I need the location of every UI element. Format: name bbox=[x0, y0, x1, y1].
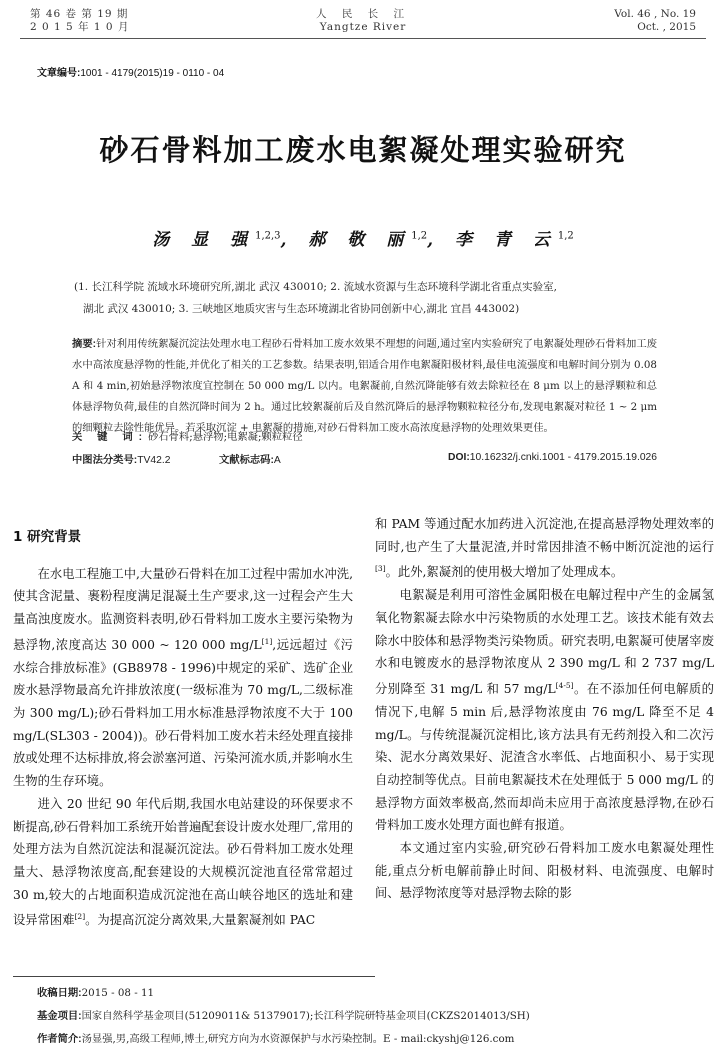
citation[interactable]: [2] bbox=[74, 912, 86, 922]
footnotes bbox=[37, 982, 717, 1051]
author-name: 郝 敬 丽 bbox=[308, 230, 412, 250]
journal-issue-en bbox=[614, 8, 696, 34]
body-paragraph: 在水电工程施工中,大量砂石骨料在加工过程中需加水冲洗,使其含泥量、裹粉程度满足混凝土生产要求,这一过程会产生大量高浊度废水。监测资料表明,砂石骨料加工废水主要污染物为悬浮物,浓度高达 30 000 ~ 120 000 mg/L[1],远远超过《污水综合排放标准》(GB8978 - 1996)中规定的采矿、选矿企业废水悬浮物最高允许排放浓度(一级标准为 70 mg/L,二级标准为 300 mg/L);砂石骨料加工用水标准悬浮物浓度不大于 100 mg/L(SL303 - 2004))。砂石骨料加工废水若未经处理直接排放或处理不达标排放,将会淤塞河道、污染河流水质,并影响水生生物的生存环境。 bbox=[13, 566, 353, 789]
paper-title: 砂石骨料加工废水电絮凝处理实验研究 bbox=[99, 133, 627, 167]
footnote-received: 收稿日期:2015 - 08 - 11 bbox=[37, 987, 155, 999]
author-affil-sup: 1,2 bbox=[411, 230, 428, 242]
author-name: 汤 显 强 bbox=[152, 230, 256, 250]
author-affil-sup: 1,2,3 bbox=[255, 230, 281, 242]
issue-volume: 第 46 卷 第 19 期 bbox=[30, 8, 129, 20]
affiliation-line: 湖北 武汉 430010; 3. 三峡地区地质灾害与生态环境湖北省协同创新中心,湖北 宜昌 443002) bbox=[83, 303, 520, 315]
affiliation-line: (1. 长江科学院 流域水环境研究所,湖北 武汉 430010; 2. 流域水资源与生态环境科学湖北省重点实验室, bbox=[74, 281, 557, 293]
author-list: 汤 显 强$^{1,2,3}$, 郝 敬 丽$^{1,2}$, 李 青 云$^{1,2}$ bbox=[152, 230, 574, 250]
keywords bbox=[72, 428, 303, 443]
issue-date: 2 0 1 5 年 1 0 月 bbox=[30, 21, 130, 33]
clc-label: 中图法分类号: bbox=[72, 455, 138, 466]
keywords-text: 砂石骨料;悬浮物;电絮凝;颗粒粒径 bbox=[148, 431, 303, 443]
author-affil-sup: 1,2 bbox=[557, 230, 574, 242]
journal-name-cn: 人 民 长 江 bbox=[315, 8, 410, 20]
citation[interactable]: [1] bbox=[261, 636, 273, 646]
issue-date-en: Oct. , 2015 bbox=[637, 21, 696, 33]
article-number-value: 1001 - 4179(2015)19 - 0110 - 04 bbox=[80, 68, 225, 79]
citation[interactable]: [3] bbox=[375, 564, 386, 574]
body-column-right bbox=[375, 513, 714, 905]
article-number-label: 文章编号: bbox=[37, 68, 81, 79]
doc-code-value: A bbox=[273, 455, 281, 466]
doi-label: DOI: bbox=[448, 452, 470, 463]
affiliations bbox=[74, 276, 664, 320]
abstract-text: 针对利用传统絮凝沉淀法处理水电工程砂石骨料加工废水效果不理想的问题,通过室内实验研究了电絮凝处理砂石骨料加工废水中高浓度悬浮物的性能,并优化了相关的工艺参数。结果表明,铝适合用作电絮凝阳极材料,最佳电流强度和电解时间分别为 0.08 A 和 4 min,初始悬浮物浓度宜控制在 50 000 mg/L 以内。电絮凝前,自然沉降能够有效去除粒径在 8 μm 以上的悬浮颗粒和总体悬浮物负荷,最佳的自然沉降时间为 2 h。通过比较絮凝前后及自然沉降后的悬浮物颗粒粒径分布,发现电絮凝对粒径 1 ~ 2 μm 的细颗粒去除性能优异。若采取沉淀 + 电絮凝的措施,对砂石骨料加工废水高浓度悬浮物的处理效果更佳。 bbox=[72, 338, 657, 434]
journal-name-en: Yangtze River bbox=[319, 21, 407, 33]
body-paragraph: 进入 20 世纪 90 年代后期,我国水电站建设的环保要求不断提高,砂石骨料加工系统开始普遍配套设计废水处理厂,常用的处理方法为自然沉淀法和混凝沉淀法。砂石骨料加工废水处理量大、悬浮物浓度高,配套建设的大规模沉淀池直径常常超过 30 m,较大的占地面积造成沉淀池在高山峡谷地区的选址和建设异常困难[2]。为提高沉淀分离效果,大量絮凝剂如 PAC bbox=[13, 796, 353, 928]
doc-code-label: 文献标志码: bbox=[218, 455, 274, 466]
abstract bbox=[72, 334, 657, 439]
abstract-label: 摘要: bbox=[72, 339, 97, 350]
body-paragraph: 电絮凝是利用可溶性金属阳极在电解过程中产生的金属氢氧化物絮凝去除水中污染物质的水处理工艺。该技术能有效去除水中胶体和悬浮物类污染物质。研究表明,电絮凝可使屠宰废水和电镀废水的悬浮物浓度从 2 390 mg/L 和 2 737 mg/L 分别降至 31 mg/L 和 57 mg/L[4-5]。在不添加任何电解质的情况下,电解 5 min 后,悬浮物浓度由 76 mg/L 降至不足 4 mg/L。与传统混凝沉淀相比,该方法具有无药剂投入和二次污染、泥水分离效果好、泥渣含水率低、占地面积小、易于实现自动控制等优点。目前电絮凝技术在处理低于 5 000 mg/L 的悬浮物方面效率极高,然而却尚未应用于高浓度悬浮物,在砂石骨料加工废水处理方面也鲜有报道。 bbox=[375, 588, 714, 833]
doi-value: 10.16232/j.cnki.1001 - 4179.2015.19.026 bbox=[469, 452, 657, 463]
citation[interactable]: [4-5] bbox=[555, 681, 574, 691]
author-name: 李 青 云 bbox=[454, 230, 558, 250]
footnote-author: 作者简介:汤显强,男,高级工程师,博士,研究方向为水资源保护与水污染控制。E - mail:ckyshj@126.com bbox=[37, 1033, 515, 1045]
article-number bbox=[37, 64, 224, 79]
section-heading: 1 研究背景 bbox=[13, 529, 82, 545]
body-paragraph: 本文通过室内实验,研究砂石骨料加工废水电絮凝处理性能,重点分析电解前静止时间、阳极材料、电流强度、电解时间、悬浮物浓度等对悬浮物去除的影 bbox=[375, 841, 714, 901]
body-column-left bbox=[13, 510, 353, 932]
footnote-fund: 基金项目:国家自然科学基金项目(51209011& 51379017);长江科学院研特基金项目(CKZS2014013/SH) bbox=[37, 1010, 530, 1022]
keywords-label: 关 键 词: bbox=[72, 432, 149, 443]
body-paragraph: 和 PAM 等通过配水加药进入沉淀池,在提高悬浮物处理效率的同时,也产生了大量泥渣,并时常因排渣不畅中断沉淀池的运行[3]。此外,絮凝剂的使用极大增加了处理成本。 bbox=[375, 517, 714, 580]
header-divider bbox=[20, 38, 706, 39]
classification-line bbox=[72, 451, 657, 466]
issue-volume-en: Vol. 46 , No. 19 bbox=[614, 8, 696, 20]
clc-value: TV42.2 bbox=[137, 455, 171, 466]
footnote-divider bbox=[13, 976, 375, 977]
